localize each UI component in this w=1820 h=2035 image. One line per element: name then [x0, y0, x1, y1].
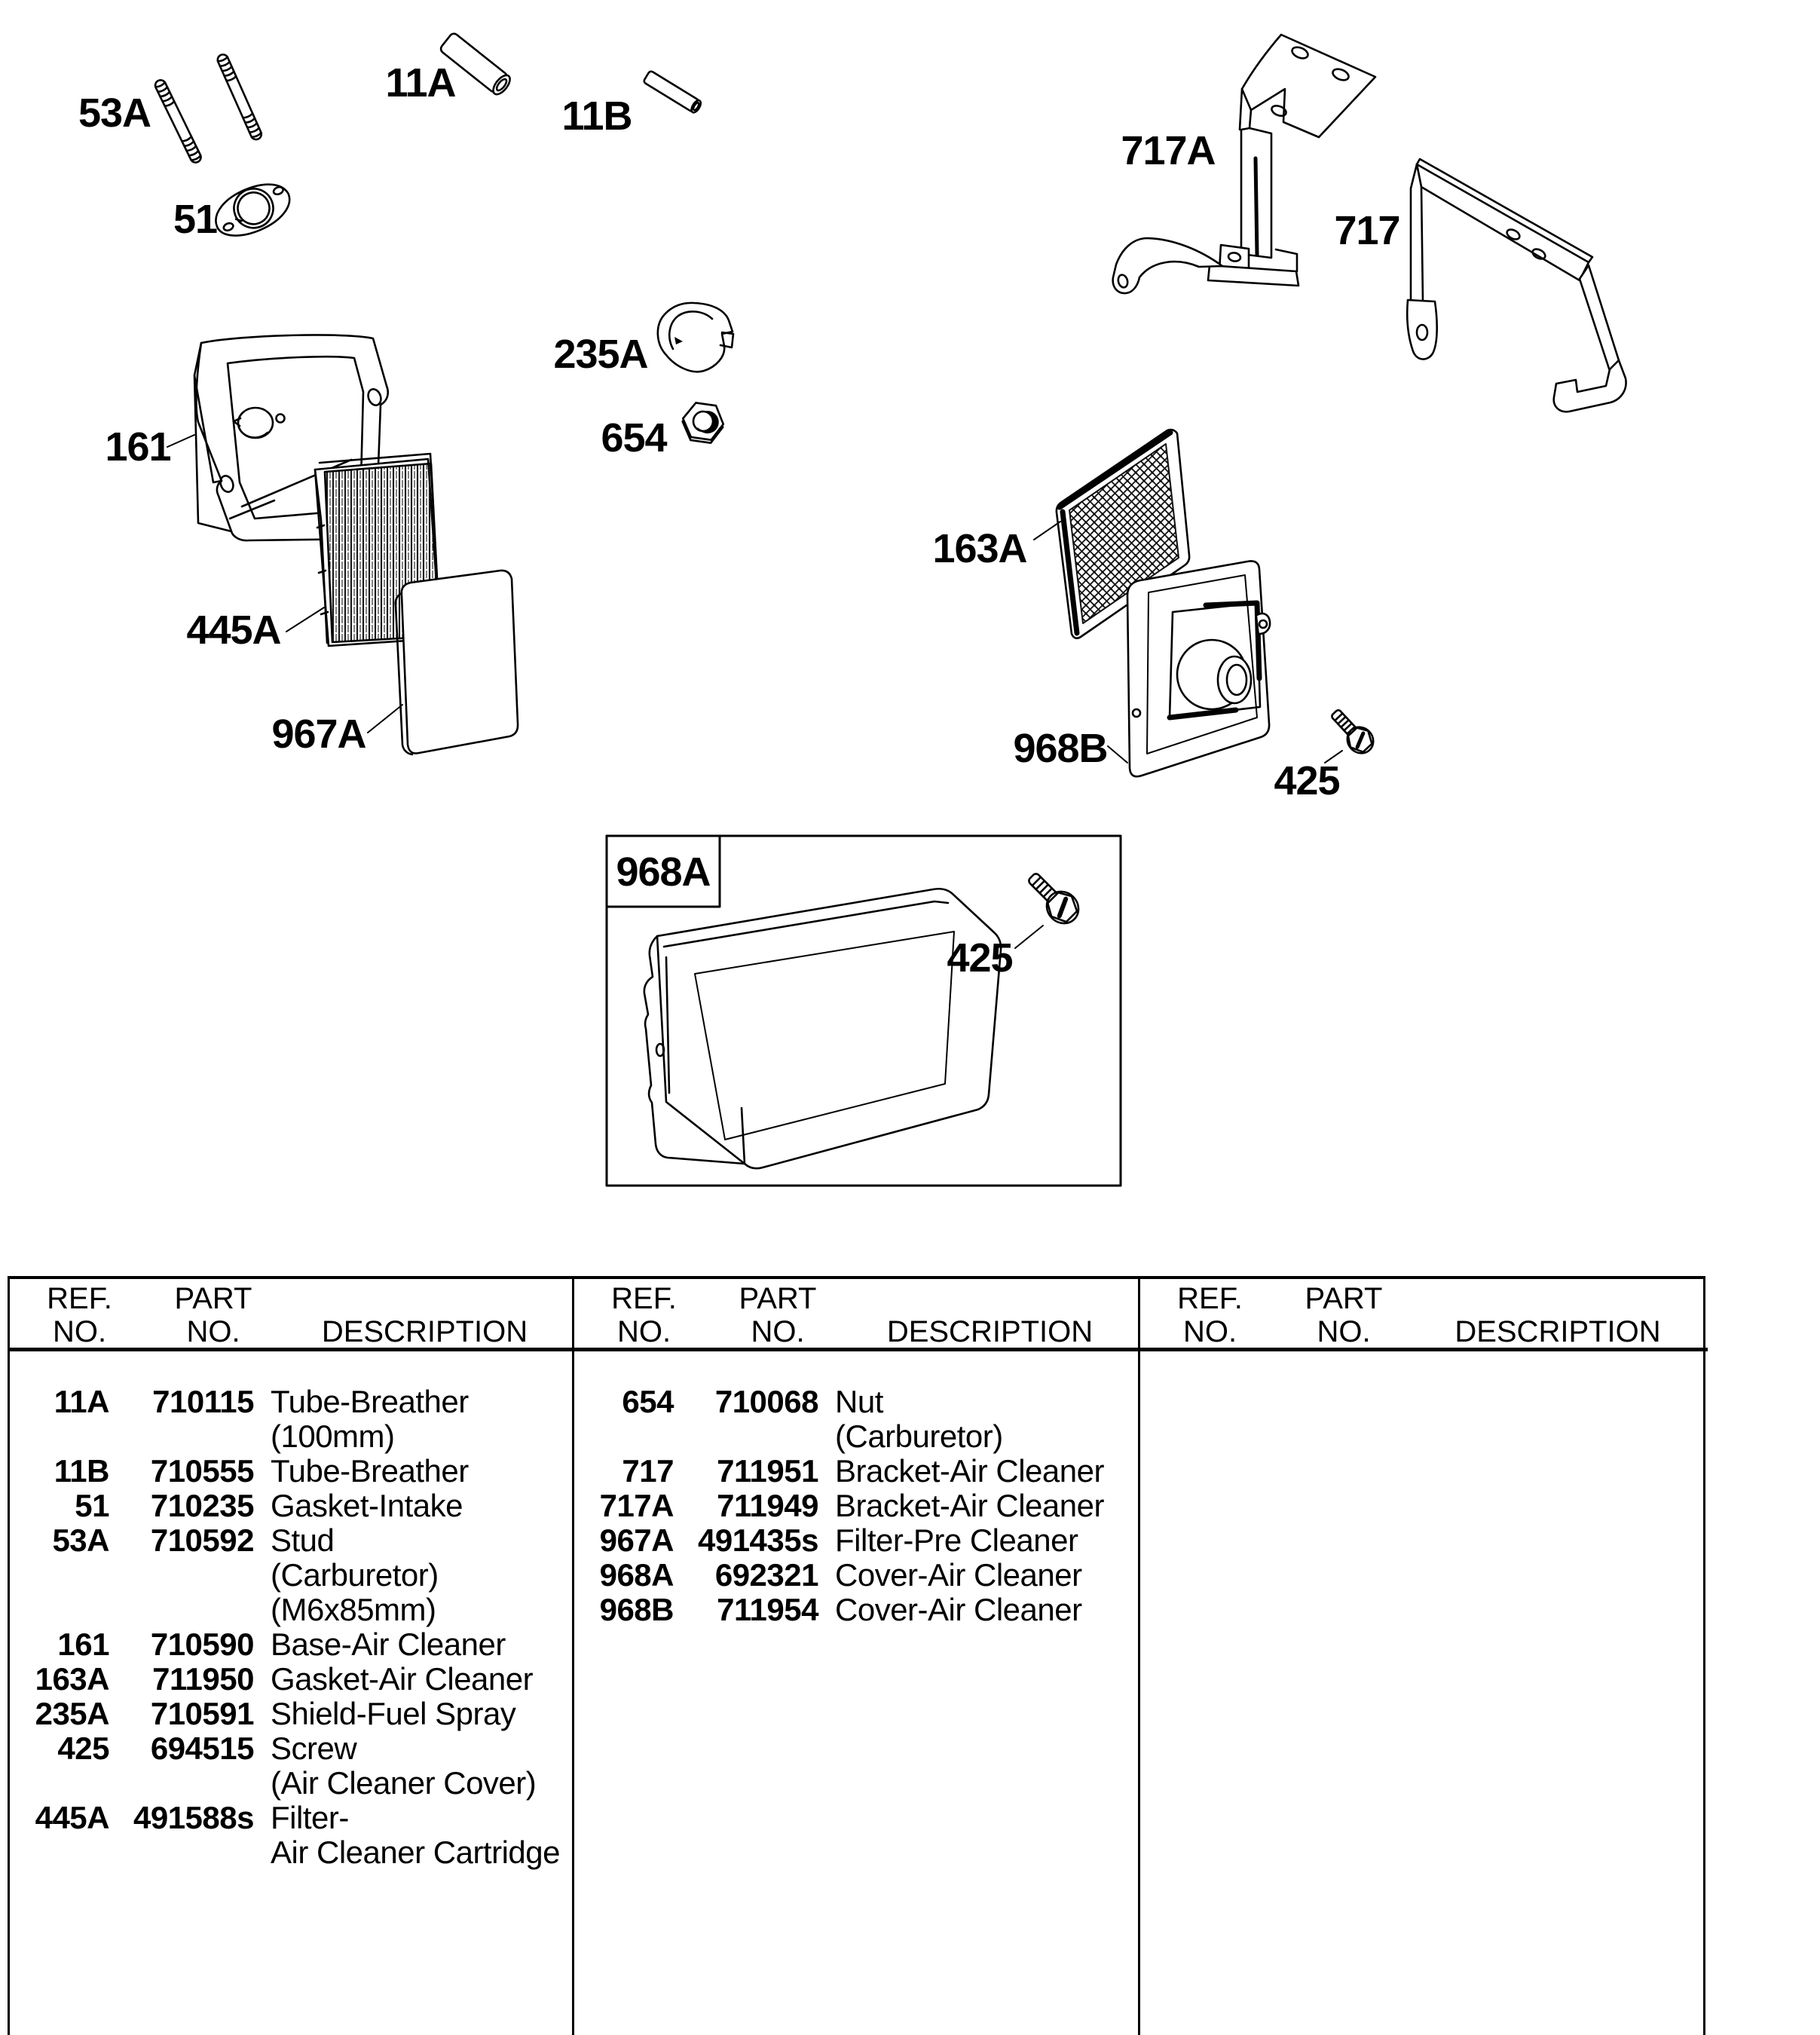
cover-air-cleaner-968a-part: [644, 889, 1001, 1168]
screw-425-right-part: [1326, 704, 1379, 758]
table-row: [10, 1558, 572, 1593]
part-label-11a: 11A: [385, 60, 456, 106]
part-no-cell: 491435s: [697, 1522, 818, 1558]
part-label-717: 717: [1334, 208, 1400, 253]
table-header: [1140, 1279, 1708, 1351]
part-label-968b: 968B: [1013, 726, 1108, 771]
description-cell: Gasket-Air Cleaner: [271, 1661, 534, 1697]
ref-no-cell: 717A: [599, 1488, 674, 1523]
part-no-cell: 710555: [150, 1453, 254, 1489]
ref-no-cell: 51: [75, 1488, 109, 1523]
description-cell: (Carburetor): [271, 1557, 439, 1593]
table-row: [574, 1593, 1138, 1627]
description-header: DESCRIPTION: [1454, 1315, 1661, 1348]
description-cell: Shield-Fuel Spray: [271, 1696, 516, 1731]
part-no-header: PART NO.: [1305, 1282, 1383, 1348]
ref-no-cell: [10, 1419, 109, 1454]
ref-no-header: REF. NO.: [611, 1282, 677, 1348]
part-no-header: PART NO.: [739, 1282, 817, 1348]
part-no-cell: 711949: [717, 1488, 818, 1523]
description-cell: Bracket-Air Cleaner: [835, 1453, 1104, 1489]
part-no-cell: 710068: [714, 1384, 818, 1419]
description-cell: Tube-Breather: [271, 1384, 469, 1419]
table-row: [574, 1558, 1138, 1593]
part-no-cell: 710592: [150, 1522, 254, 1558]
ref-no-cell: 235A: [35, 1696, 109, 1731]
part-no-cell: [109, 1835, 254, 1870]
ref-no-cell: 163A: [35, 1661, 109, 1697]
part-label-51: 51: [173, 197, 218, 242]
part-no-cell: 711951: [717, 1453, 818, 1489]
table-row: [10, 1454, 572, 1489]
table-header: [10, 1279, 572, 1351]
ref-no-cell: 968A: [599, 1557, 674, 1593]
ref-no-cell: 967A: [599, 1522, 674, 1558]
filter-pre-cleaner-967a-part: [396, 571, 518, 754]
ref-no-header: REF. NO.: [47, 1282, 112, 1348]
part-label-445a: 445A: [186, 607, 281, 653]
ref-no-cell: 445A: [35, 1800, 109, 1835]
table-row: [574, 1454, 1138, 1489]
table-row: [10, 1419, 572, 1454]
part-no-cell: 711950: [152, 1661, 254, 1697]
table-row: [574, 1523, 1138, 1558]
parts-table: [8, 1276, 1705, 2035]
ref-no-cell: [10, 1766, 109, 1801]
part-label-163a: 163A: [932, 526, 1027, 571]
part-no-cell: [109, 1419, 254, 1454]
description-cell: (Carburetor): [835, 1418, 1003, 1454]
part-label-53a: 53A: [78, 90, 151, 136]
table-row: [10, 1801, 572, 1835]
ref-no-cell: 654: [622, 1384, 674, 1419]
description-header: DESCRIPTION: [886, 1315, 1094, 1348]
table-column-1: [10, 1279, 572, 2035]
part-no-cell: 710591: [150, 1696, 254, 1731]
table-row: [574, 1419, 1138, 1454]
part-no-cell: [109, 1593, 254, 1627]
part-label-717a: 717A: [1121, 128, 1216, 173]
gasket-intake-51-part: [208, 176, 297, 244]
part-no-cell: [109, 1766, 254, 1801]
table-column-3: [1140, 1279, 1708, 2035]
part-no-cell: 711954: [717, 1592, 818, 1627]
part-label-968a: 968A: [616, 849, 711, 895]
ref-no-cell: [574, 1419, 674, 1454]
description-cell: Tube-Breather: [271, 1453, 469, 1489]
description-cell: Filter-: [271, 1800, 349, 1835]
description-cell: Stud: [271, 1522, 335, 1558]
part-label-425-right: 425: [1274, 758, 1340, 803]
table-row: [10, 1835, 572, 1870]
table-row: [10, 1697, 572, 1731]
description-cell: Nut: [835, 1384, 883, 1419]
part-label-11b: 11B: [561, 93, 632, 139]
ref-no-cell: 161: [57, 1626, 109, 1662]
nut-carburetor-654-part: [681, 401, 726, 444]
table-row: [10, 1385, 572, 1419]
part-no-cell: [674, 1419, 818, 1454]
description-cell: Screw: [271, 1731, 357, 1766]
screw-425-box-part: [1021, 866, 1085, 930]
ref-no-cell: 717: [622, 1453, 674, 1489]
description-cell: Cover-Air Cleaner: [835, 1557, 1082, 1593]
part-no-cell: [109, 1558, 254, 1593]
table-column-2: [574, 1279, 1138, 2035]
bracket-air-cleaner-717-part: [1407, 159, 1626, 412]
table-row: [10, 1627, 572, 1662]
description-header: DESCRIPTION: [321, 1315, 528, 1348]
table-row: [10, 1523, 572, 1558]
description-cell: (100mm): [271, 1418, 395, 1454]
description-cell: Cover-Air Cleaner: [835, 1592, 1082, 1627]
part-label-967a: 967A: [271, 711, 366, 757]
ref-no-cell: 53A: [52, 1522, 109, 1558]
part-label-654: 654: [601, 415, 667, 461]
part-no-header: PART NO.: [174, 1282, 252, 1348]
table-row: [10, 1593, 572, 1627]
part-no-cell: 694515: [150, 1731, 254, 1766]
ref-no-cell: [10, 1835, 109, 1870]
ref-no-header: REF. NO.: [1177, 1282, 1243, 1348]
description-cell: Gasket-Intake: [271, 1488, 463, 1523]
description-cell: Filter-Pre Cleaner: [835, 1522, 1078, 1558]
table-header: [574, 1279, 1138, 1351]
part-label-425-box: 425: [947, 935, 1013, 981]
ref-no-cell: 968B: [599, 1592, 674, 1627]
table-row: [10, 1489, 572, 1523]
table-row: [10, 1731, 572, 1766]
table-row: [574, 1489, 1138, 1523]
shield-fuel-spray-235a-part: [658, 303, 733, 372]
table-row: [10, 1662, 572, 1697]
part-label-161: 161: [105, 424, 171, 470]
ref-no-cell: 11B: [54, 1453, 109, 1489]
description-cell: Air Cleaner Cartridge: [271, 1835, 560, 1870]
part-no-cell: 692321: [714, 1557, 818, 1593]
cover-air-cleaner-968b-part: [1127, 561, 1270, 776]
table-row: [574, 1385, 1138, 1419]
ref-no-cell: [10, 1593, 109, 1627]
ref-no-cell: 11A: [54, 1384, 109, 1419]
part-no-cell: 710590: [150, 1626, 254, 1662]
ref-no-cell: 425: [57, 1731, 109, 1766]
table-row: [10, 1766, 572, 1801]
description-cell: (Air Cleaner Cover): [271, 1765, 537, 1801]
part-no-cell: 710115: [152, 1384, 254, 1419]
description-cell: Bracket-Air Cleaner: [835, 1488, 1104, 1523]
part-no-cell: 491588s: [133, 1800, 254, 1835]
description-cell: Base-Air Cleaner: [271, 1626, 506, 1662]
part-label-235a: 235A: [553, 332, 648, 377]
part-no-cell: 710235: [150, 1488, 254, 1523]
tube-breather-11b-part: [643, 70, 702, 114]
ref-no-cell: [10, 1558, 109, 1593]
description-cell: (M6x85mm): [271, 1592, 436, 1627]
stud-carburetor-53a-part: [154, 53, 263, 164]
